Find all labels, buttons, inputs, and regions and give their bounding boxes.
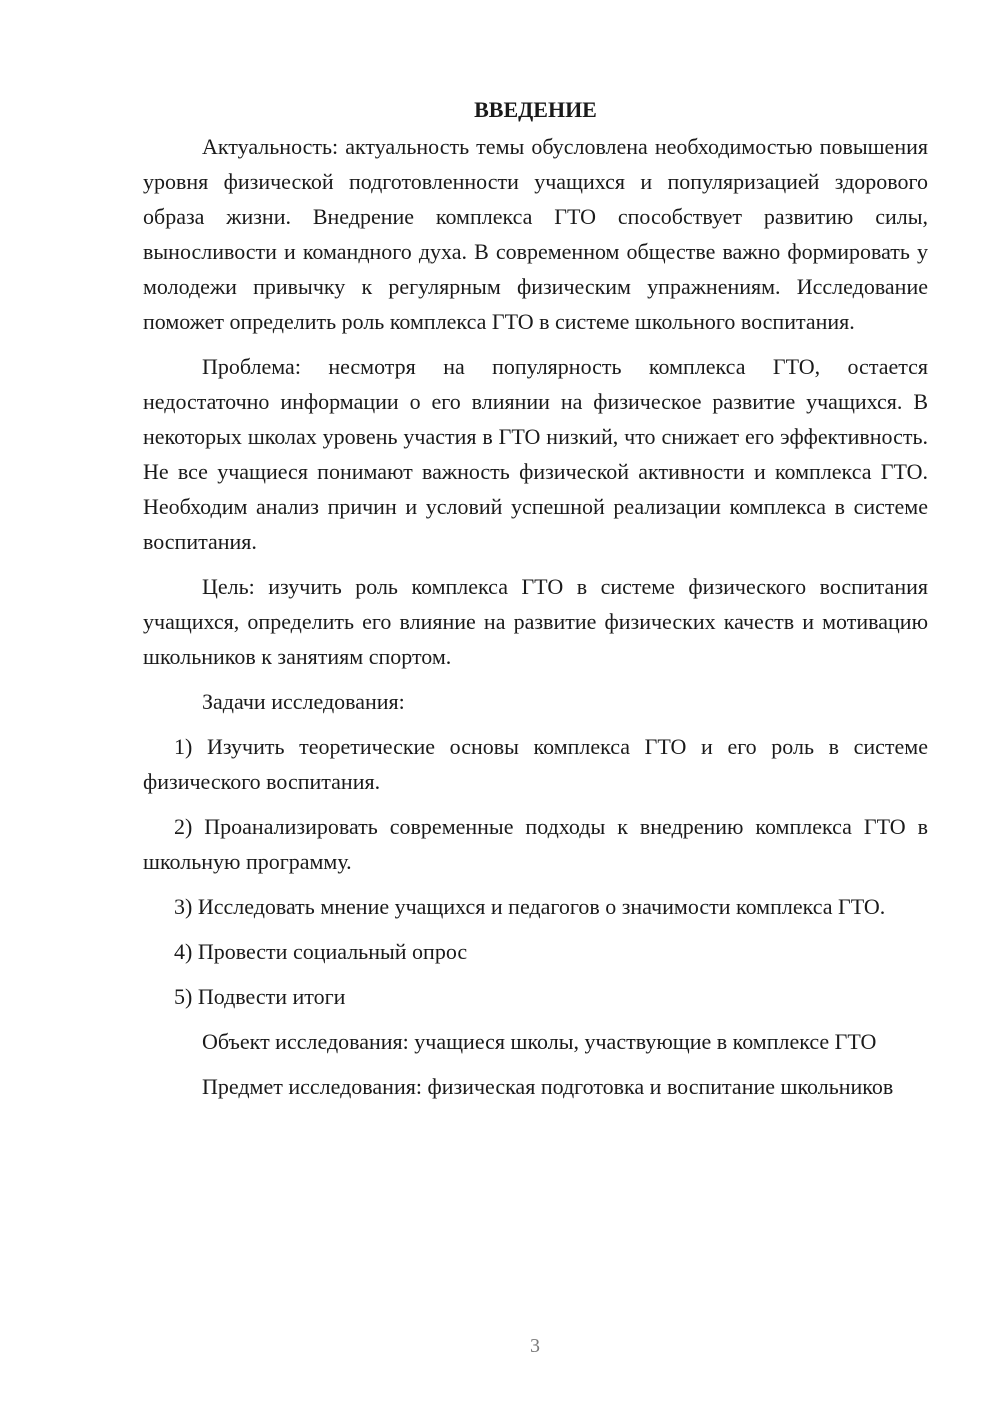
object-paragraph: Объект исследования: учащиеся школы, участвующие в комплексе ГТО <box>202 1029 877 1054</box>
relevance-paragraph: Актуальность: актуальность темы обусловлена необходимостью повышения уровня физической подготовленности учащихся и популяризацией здорового образа жизни. Внедрение комплекса ГТО способствует развитию силы, выносливости и командного духа. В современном обществе важно формировать у молодежи привычку к регулярным физическим упражнениям. Исследование поможет определить роль комплекса ГТО в системе школьного воспитания. <box>143 134 928 334</box>
problem-paragraph: Проблема: несмотря на популярность комплекса ГТО, остается недостаточно информации о его влиянии на физическое развитие учащихся. В некоторых школах уровень участия в ГТО низкий, что снижает его эффективность. Не все учащиеся понимают важность физической активности и комплекса ГТО. Необходим анализ причин и условий успешной реализации комплекса в системе воспитания. <box>143 354 928 554</box>
tasks-list <box>143 729 928 1014</box>
subject-paragraph: Предмет исследования: физическая подготовка и воспитание школьников <box>202 1074 894 1099</box>
tasks-title: Задачи исследования: <box>202 689 405 714</box>
page-content <box>143 92 928 1114</box>
goal-paragraph: Цель: изучить роль комплекса ГТО в системе физического воспитания учащихся, определить его влияние на развитие физических качеств и мотивацию школьников к занятиям спортом. <box>143 574 928 669</box>
task-item-3: 3) Исследовать мнение учащихся и педагогов о значимости комплекса ГТО. <box>174 894 886 919</box>
page-number: 3 <box>530 1335 540 1357</box>
task-item-1: 1) Изучить теоретические основы комплекса ГТО и его роль в системе физического воспитания. <box>143 734 928 794</box>
task-item-2: 2) Проанализировать современные подходы к внедрению комплекса ГТО в школьную программу. <box>143 814 928 874</box>
section-heading: ВВЕДЕНИЕ <box>474 97 597 122</box>
task-item-5: 5) Подвести итоги <box>174 984 346 1009</box>
task-item-4: 4) Провести социальный опрос <box>174 939 468 964</box>
